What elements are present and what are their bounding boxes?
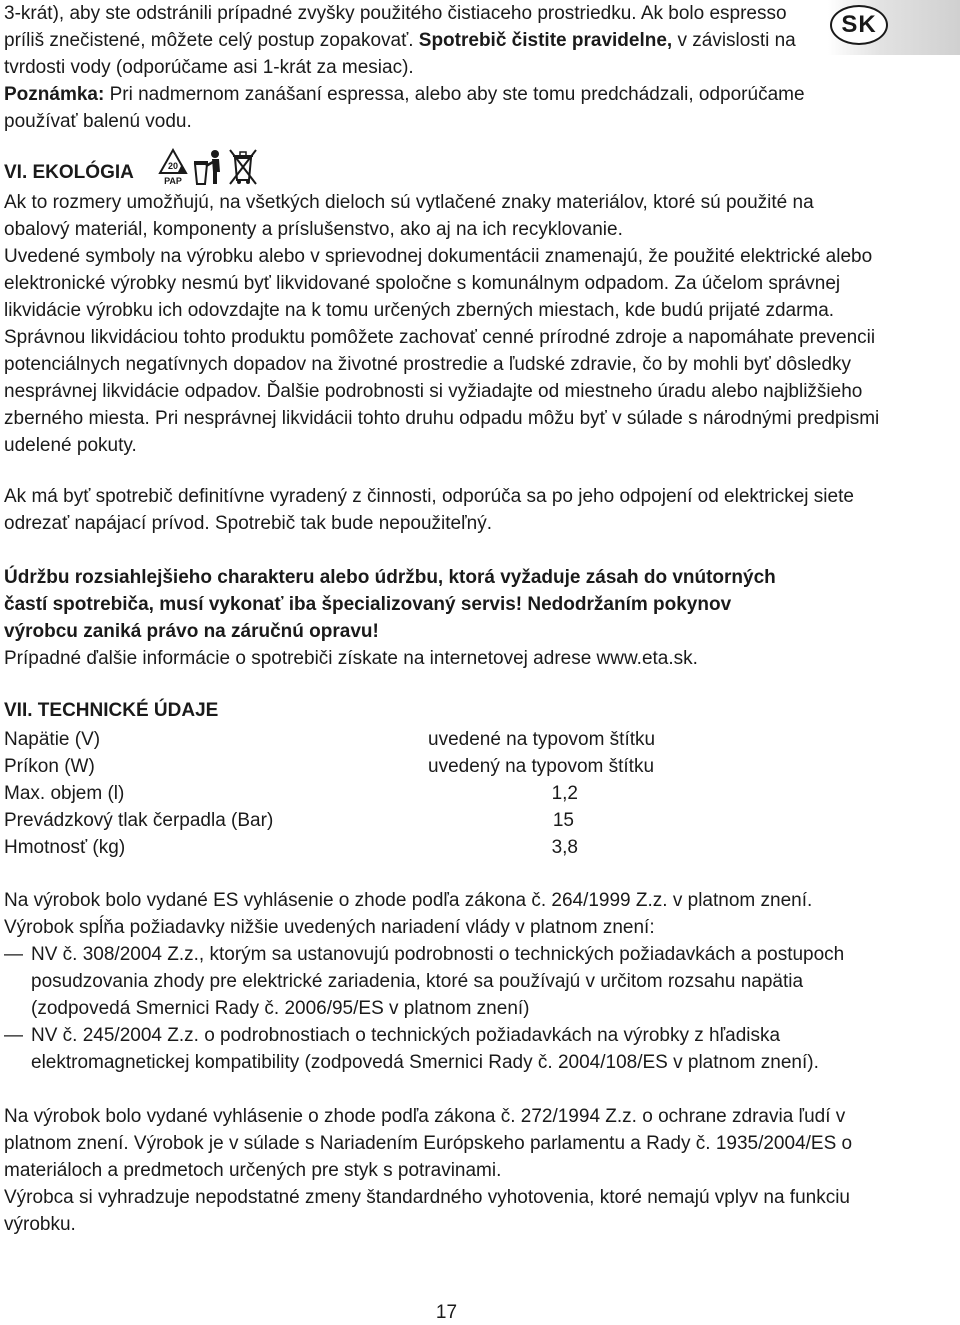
recycle-pap-icon: [158, 148, 188, 186]
spec-value: 15: [552, 810, 574, 831]
spec-value: 3,8: [551, 837, 578, 858]
recycle-number: 20: [167, 161, 179, 171]
service-warning: Údržbu rozsiahlejšieho charakteru alebo údržbu, ktorá vyžaduje zásah do vnútorných častí spotrebiča, musí vykonať iba špecializovaný servis! Nedodržaním pokynov výrobcu zaniká právo na záručnú opravu!: [4, 567, 776, 642]
service-info: Prípadné ďalšie informácie o spotrebiči získate na internetovej adrese www.eta.sk.: [4, 648, 698, 669]
declaration-paragraph-2: Na výrobok bolo vydané vyhlásenie o zhode podľa zákona č. 272/1994 Z.z. o ochrane zdravia ľudí v platnom znení. Výrobok je v súlade s Nariadením Európskeho parlamentu a Rady č. 1935/2004/ES o materiáloch a predmetoch určených pre styk s potravinami.: [4, 1106, 853, 1181]
tech-heading: VII. TECHNICKÉ ÚDAJE: [4, 700, 219, 721]
intro-paragraph: [4, 0, 819, 81]
bullet-text: NV č. 308/2004 Z.z., ktorým sa ustanovujú podrobnosti o technických požiadavkách a postupoch posudzovania zhody pre elektrické zariadenia, ktoré sa používajú v určitom rozsahu napätia (zodpovedá Smernici Rady č. 2006/95/ES v platnom znení): [31, 944, 845, 1019]
language-code: SK: [830, 5, 888, 45]
ecology-heading: VI. EKOLÓGIA: [4, 162, 134, 183]
note-label: Poznámka:: [4, 84, 105, 105]
spec-label: Príkon (W): [4, 756, 95, 777]
bullet-text: NV č. 245/2004 Z.z. o podrobnostiach o technických požiadavkách na výrobky z hľadiska elektromagnetickej kompatibility (zodpovedá Smernici Rady č. 2004/108/ES v platnom znení).: [31, 1025, 819, 1073]
ecology-paragraph-3: Ak má byť spotrebič definitívne vyradený z činnosti, odporúča sa po jeho odpojení od elektrickej siete odrezať napájací prívod. Spotrebič tak bude nepoužiteľný.: [4, 486, 854, 534]
intro-text-2: v závislosti na tvrdosti vody (odporúčame asi 1-krát za mesiac).: [4, 30, 796, 78]
spec-label: Hmotnosť (kg): [4, 837, 126, 858]
spec-value: 1,2: [551, 783, 578, 804]
spec-value: uvedený na typovom štítku: [428, 756, 655, 777]
spec-row-voltage: [4, 726, 724, 753]
bullet-dash: —: [4, 1025, 23, 1046]
spec-row-weight: [4, 834, 724, 861]
ecology-paragraph-1: Ak to rozmery umožňujú, na všetkých dieloch sú vytlačené znaky materiálov, ktoré sú použité na obalový materiál, komponenty a príslušenstvo, ako aj na ich recyklovanie.: [4, 192, 814, 240]
spec-label: Prevádzkový tlak čerpadla (Bar): [4, 810, 274, 831]
declaration-paragraph-1: Na výrobok bolo vydané ES vyhlásenie o zhode podľa zákona č. 264/1999 Z.z. v platnom znení. Výrobok spĺňa požiadavky nižšie uvedených nariadení vlády v platnom znení:: [4, 890, 813, 938]
ecology-paragraph-2: Uvedené symboly na výrobku alebo v sprievodnej dokumentácii znamenajú, že použité elektrické alebo elektronické výrobky nesmú byť likvidované spoločne s komunálnym odpadom. Za účelom správnej likvidácie výrobku ich odovzdajte na k tomu určených zberných miestach, kde budú prijaté zdarma. Správnou likvidáciou tohto produktu pomôžete zachovať cenné prírodné zdroje a napomáhate prevencii potenciálnych negatívnych dopadov na životné prostredie a ľudské zdravie, čo by mohli byť dôsledky nesprávnej likvidácie odpadov. Ďalšie podrobnosti si vyžiadajte od miestneho úradu alebo najbližšieho zberného miesta. Pri nesprávnej likvidácii tohto druhu odpadu môžu byť v súlade s národnými predpismi udelené pokuty.: [4, 246, 880, 456]
spec-row-volume: [4, 780, 724, 807]
spec-label: Napätie (V): [4, 729, 101, 750]
spec-row-power: [4, 753, 724, 780]
tidyman-icon: [192, 148, 224, 186]
spec-label: Max. objem (l): [4, 783, 125, 804]
spec-row-pressure: [4, 807, 724, 834]
declaration-paragraph-3: Výrobca si vyhradzuje nepodstatné zmeny štandardného vyhotovenia, ktoré nemajú vplyv na funkciu výrobku.: [4, 1187, 850, 1235]
language-badge: [828, 0, 960, 55]
bullet-dash: —: [4, 944, 23, 965]
intro-bold: Spotrebič čistite pravidelne,: [418, 30, 673, 51]
spec-value: uvedené na typovom štítku: [428, 729, 656, 750]
ecology-symbols: [158, 148, 258, 188]
intro-text: 3-krát), aby ste odstránili prípadné zvyšky použitého čistiaceho prostriedku. Ak bolo espresso príliš znečistené, môžete celý postup zopakovať.: [4, 3, 787, 51]
crossed-bin-icon: [228, 148, 258, 186]
page-number: 17: [435, 1302, 458, 1323]
note-paragraph: [4, 81, 819, 135]
recycle-code: PAP: [164, 176, 182, 186]
note-text: Pri nadmernom zanášaní espressa, alebo aby ste tomu predchádzali, odporúčame používať balenú vodu.: [4, 84, 805, 132]
